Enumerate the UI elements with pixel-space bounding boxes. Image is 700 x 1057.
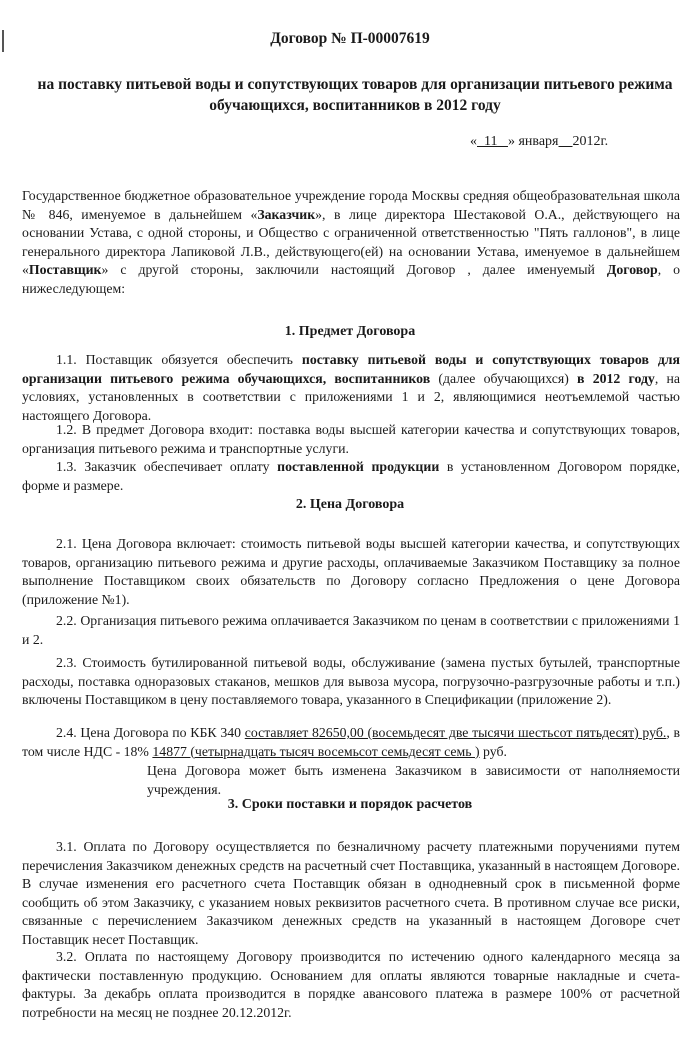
clause-1-1: 1.1. Поставщик обязуется обеспечить поставку питьевой воды и сопутствующих товаров для организации питьевого режима обучающихся, воспитанников (далее обучающихся) в 2012 году, на условиях, установленных в соответствии с приложениями 1 и 2, являющимися неотъемлемой частью настоящего Договора. <box>22 352 681 423</box>
date-month: января <box>518 134 559 149</box>
contract-date: « 11 » января 2012г. <box>470 134 609 149</box>
clause-2-2: 2.2. Организация питьевого режима оплачивается Заказчиком по ценам в соответствии с приложениями 1 и 2. <box>22 613 680 647</box>
clause-1-3: 1.3. Заказчик обеспечивает оплату поставленной продукции в установленном Договором порядке, форме и размере. <box>22 459 680 493</box>
clause-2-1: 2.1. Цена Договора включает: стоимость питьевой воды высшей категории качества, и сопутствующих товаров, организацию питьевого режима и другие расходы, оплачиваемые Заказчиком Поставщику за полное выполнение Поставщиком своих обязательств по Договору согласно Предложения о цене Договора (приложение №1). <box>22 536 680 607</box>
clause-2-3: 2.3. Стоимость бутилированной питьевой воды, обслуживание (замена пустых бутылей, транспортные расходы, поставка одноразовых стаканов, мешков для вывоза мусора, погрузочно-разгрузочные работы и т.п.) включены Поставщиком в цену поставляемого товара, указанного в Спецификации (приложение 2). <box>22 655 680 707</box>
clause-3-1: 3.1. Оплата по Договору осуществляется по безналичному расчету платежными поручениями путем перечисления Заказчиком денежных средств на расчетный счет Поставщика, указанный в настоящем Договоре. В случае изменения его расчетного счета Поставщик обязан в однодневный срок в письменной форме сообщить об этом Заказчику, с указанием новых реквизитов расчетного счета. В противном случае все риски, связанные с перечислением Заказчиком денежных средств на указанный в настоящем Договоре счет Поставщик несет Поставщик. <box>22 839 680 947</box>
section-2-heading: 2. Цена Договора <box>295 497 405 512</box>
date-year: 2012г. <box>572 134 609 149</box>
document-title: Договор № П-00007619 <box>270 30 430 47</box>
clause-3-2: 3.2. Оплата по настоящему Договору производится по истечению одного календарного месяца за фактически поставленную продукцию. Основанием для оплаты являются товарные накладные и счета-фактуры. За декабрь оплата производится в порядке авансового платежа в размере 100% от расчетной потребности на месяц не позднее 20.12.2012г. <box>22 949 680 1020</box>
section-1-heading: 1. Предмет Договора <box>284 324 416 339</box>
clause-1-2: 1.2. В предмет Договора входит: поставка воды высшей категории качества и сопутствующих товаров, организация питьевого режима и транспортные услуги. <box>22 422 680 456</box>
clause-2-4: 2.4. Цена Договора по КБК 340 составляет 82650,00 (восемьдесят две тысячи шестьсот пятьдесят) руб., в том числе НДС - 18% 14877 (четырнадцать тысяч восемьсот семьдесят семь ) руб. <box>22 725 680 759</box>
clause-2-5: Цена Договора может быть изменена Заказчиком в зависимости от наполняемости учреждения. <box>147 763 680 797</box>
intro-paragraph: Государственное бюджетное образовательное учреждение города Москвы средняя общеобразовательная школа № 846, именуемое в дальнейшем «Заказчик», в лице директора Шестаковой О.А., действующего на основании Устава, с одной стороны, и Общество с ограниченной ответственностью "Пять галлонов", в лице генерального директора Лапиковой Л.В., действующего(ей) на основании Устава, именуемое в дальнейшем «Поставщик» с другой стороны, заключили настоящий Договор , далее именуемый Договор, о нижеследующем: <box>22 188 681 296</box>
section-3-heading: 3. Сроки поставки и порядок расчетов <box>227 797 473 812</box>
date-day: 11 <box>484 134 498 149</box>
document-subtitle: на поставку питьевой воды и сопутствующих товаров для организации питьевого режима обучающихся, воспитанников в 2012 году <box>37 76 673 114</box>
